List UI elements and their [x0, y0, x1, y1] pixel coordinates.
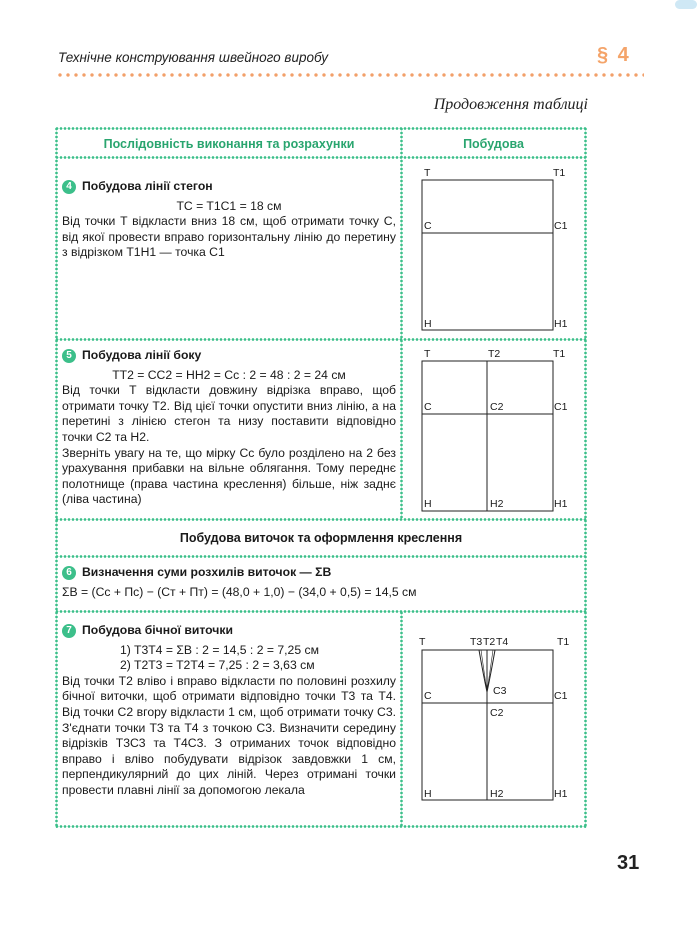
- step-4-heading: [62, 179, 396, 195]
- table-border: [55, 127, 58, 828]
- section-band-title: Побудова виточок та оформлення креслення: [179, 531, 463, 545]
- publisher-logo: [675, 0, 697, 9]
- step-number-badge: 4: [62, 180, 76, 194]
- point-label: H: [424, 788, 432, 800]
- step-4-text: Від точки T відкласти вниз 18 см, щоб отримати точку C, від якої провести вправо горизонтальну лінію до перетину з відрізком T1H1 — точка C1: [62, 214, 396, 260]
- point-label: H1: [554, 498, 568, 510]
- point-label: C1: [554, 401, 568, 413]
- step-7-title: Побудова бічної виточки: [82, 623, 233, 637]
- point-label: C: [424, 401, 432, 413]
- step-7-heading: [62, 623, 396, 639]
- point-label: T: [424, 348, 431, 360]
- page-number: 31: [617, 852, 640, 874]
- step-5-heading: [62, 348, 396, 364]
- step-5-note: Зверніть увагу на те, що мірку Cc було розділено на 2 без урахування прибавки на вільне облягання. Тому переднє полотнище (права частина креслення) більше, ніж заднє (ліва частина): [62, 445, 396, 507]
- point-label: T: [419, 636, 426, 648]
- step-5-formula: TT2 = CC2 = HH2 = Cc : 2 = 48 : 2 = 24 см: [112, 367, 346, 382]
- step-7-formula-1: 1) T3T4 = ΣB : 2 = 14,5 : 2 = 7,25 см: [120, 642, 319, 657]
- point-label: C3: [493, 685, 507, 697]
- point-label: H1: [554, 318, 568, 330]
- step-4-title: Побудова лінії стегон: [82, 179, 213, 193]
- header-divider: [56, 73, 644, 77]
- point-label: T2: [483, 636, 496, 648]
- point-label: T4: [496, 636, 509, 648]
- point-label: T2: [488, 348, 501, 360]
- table-border: [584, 127, 587, 828]
- point-label: H2: [490, 498, 504, 510]
- column-header-construction: Побудова: [463, 137, 524, 151]
- table-border: [55, 555, 587, 558]
- construction-table: [55, 127, 587, 828]
- point-label: H1: [554, 788, 568, 800]
- point-label: T1: [557, 636, 570, 648]
- point-label: C2: [490, 707, 504, 719]
- step-number-badge: 7: [62, 624, 76, 638]
- point-label: H2: [490, 788, 504, 800]
- step-5-text: Від точки T відкласти довжину відрізка вправо, щоб отримати точку T2. Від цієї точки опустити вниз лінію, а на перетині з лінією стегон та низу поставити відповідно точки C2 та H2.: [62, 383, 396, 444]
- point-label: C1: [554, 220, 568, 232]
- step-4-diagram: [403, 159, 583, 337]
- step-7-cell: [62, 623, 396, 799]
- table-border: [55, 825, 587, 828]
- point-label: T3: [470, 636, 483, 648]
- point-label: C: [424, 690, 432, 702]
- point-label: T1: [553, 348, 566, 360]
- step-7-text: Від точки T2 вліво і вправо відкласти по половині розхилу бічної виточки, щоб отримати відповідно точки T3 та T4. Від точки C2 вгору відкласти 1 см, щоб отримати точку C3. З'єднати точки T3 та T4 з точкою C3. Визначити середину відрізків T3C3 та T4C3. З отриманих точок відповідно вправо і вліво побудувати відрізок завдовжки 1 см, перпендикулярний до цих ліній. Через отримані точки провести плавні лінії за допомогою лекала: [62, 673, 396, 797]
- point-label: H: [424, 318, 432, 330]
- table-border: [55, 518, 587, 521]
- step-7-diagram: [403, 613, 583, 823]
- column-header-steps: Послідовність виконання та розрахунки: [103, 137, 355, 151]
- section-mark: § 4: [597, 44, 631, 66]
- step-number-badge: 6: [62, 566, 76, 580]
- point-label: H: [424, 498, 432, 510]
- step-6-heading: [62, 565, 582, 581]
- point-label: T: [424, 167, 431, 179]
- step-6-title: Визначення суми розхилів виточок — ΣB: [82, 565, 332, 579]
- step-5-diagram: [403, 341, 583, 517]
- step-5-title: Побудова лінії боку: [82, 348, 202, 362]
- step-4-cell: [62, 179, 396, 261]
- running-header: Технічне конструювання швейного виробу: [58, 50, 329, 65]
- step-4-formula: TC = T1C1 = 18 см: [176, 198, 282, 213]
- step-7-formula-2: 2) T2T3 = T2T4 = 7,25 : 2 = 3,63 см: [120, 658, 315, 673]
- point-label: T1: [553, 167, 566, 179]
- step-number-badge: 5: [62, 349, 76, 363]
- step-6-formula: ΣB = (Cc + Пc) − (Cт + Пт) = (48,0 + 1,0) − (34,0 + 0,5) = 14,5 см: [62, 584, 417, 599]
- step-5-cell: [62, 348, 396, 508]
- point-label: C1: [554, 690, 568, 702]
- table-continuation-label: Продовження таблиці: [433, 96, 588, 113]
- point-label: C2: [490, 401, 504, 413]
- step-6-cell: [62, 565, 582, 600]
- point-label: C: [424, 220, 432, 232]
